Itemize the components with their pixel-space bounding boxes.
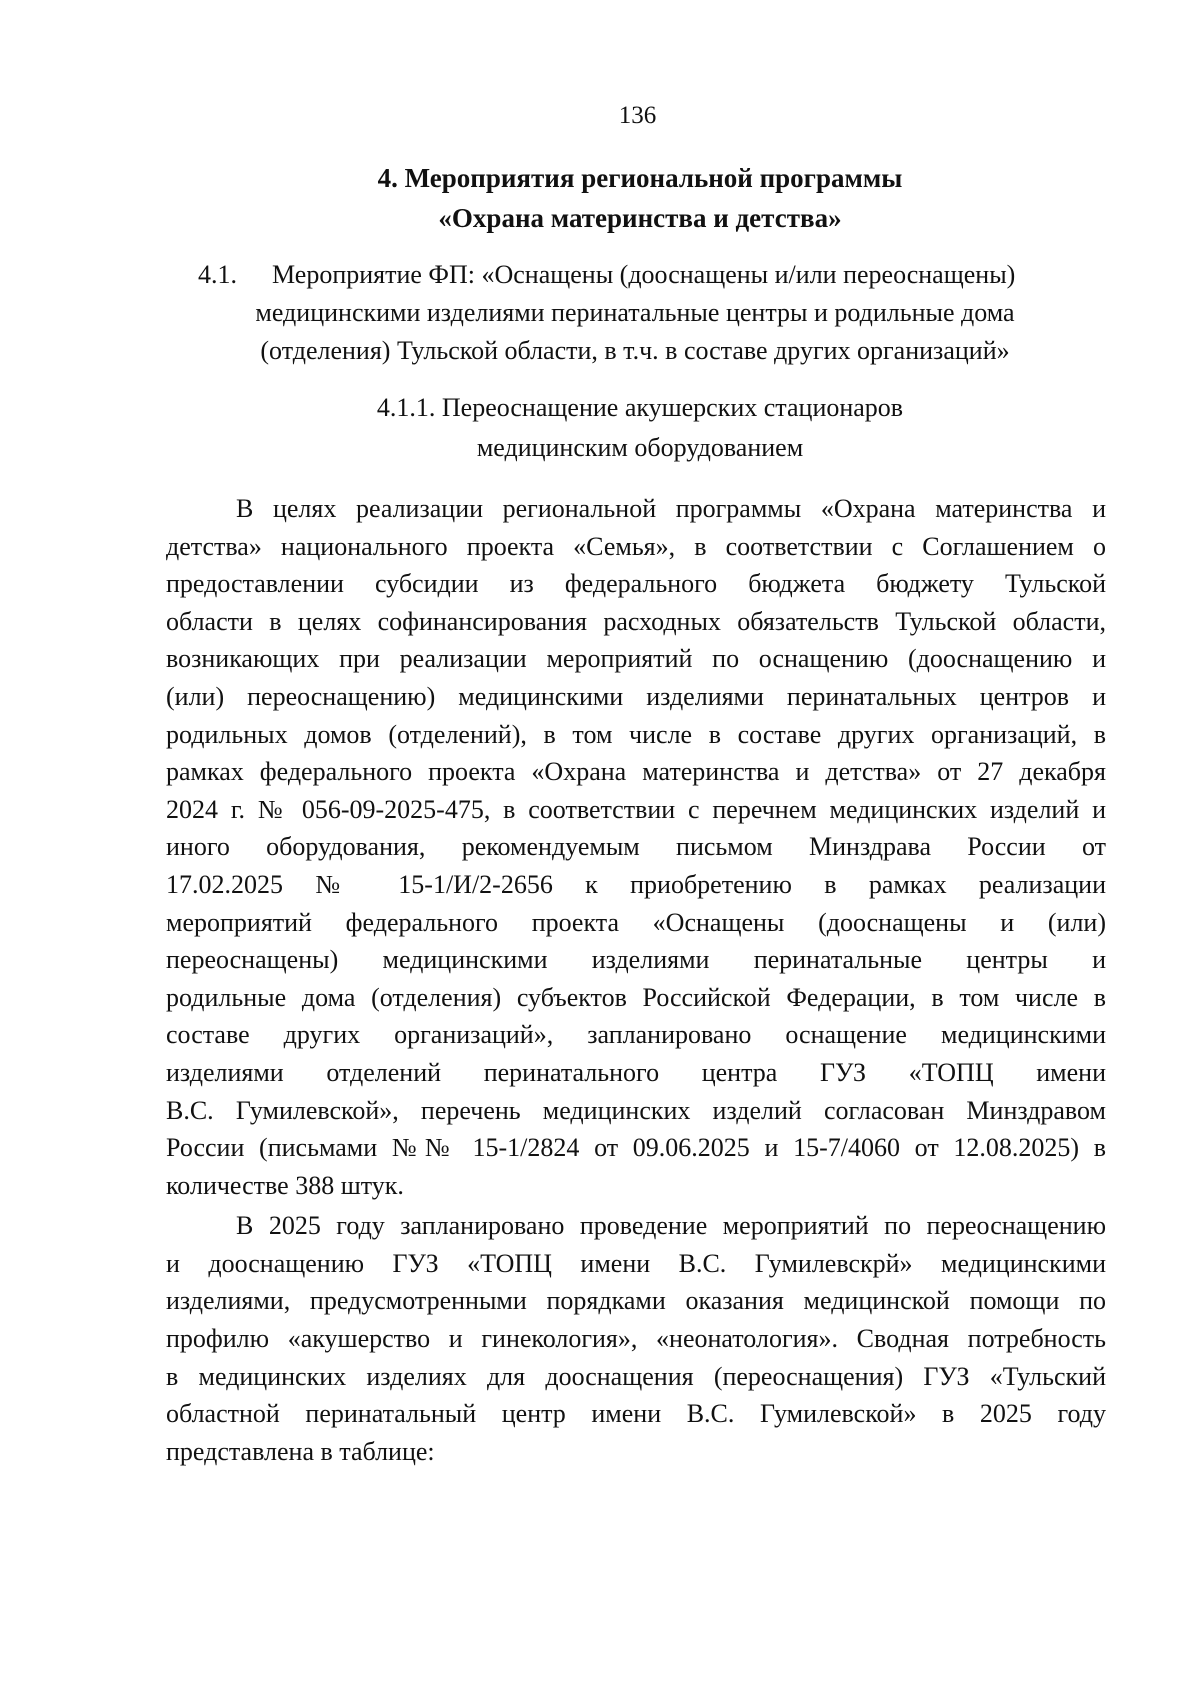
section-title-line: «Охрана материнства и детства»: [438, 203, 842, 233]
subsubsection-heading-line: медицинским оборудованием: [476, 433, 804, 462]
subsection-number: 4.1.: [198, 260, 237, 289]
paragraph-line: областной перинатальный центр имени В.С. Гумилевской» в 2025 году: [166, 1399, 1106, 1429]
section-title-line: 4. Мероприятия региональной программы: [377, 163, 903, 193]
paragraph-line: В.С. Гумилевской», перечень медицинских изделий согласован Минздравом: [166, 1095, 1106, 1125]
subsection-heading: [150, 256, 1120, 370]
paragraph-line: изделиями, предусмотренными порядками оказания медицинской помощи по: [166, 1286, 1106, 1316]
paragraph-line: переоснащены) медицинскими изделиями перинатальные центры и: [166, 945, 1106, 975]
paragraph-line: родильные дома (отделения) субъектов Российской Федерации, в том числе в: [166, 982, 1106, 1012]
subsection-heading-line: [150, 256, 1120, 294]
paragraph-line: мероприятий федерального проекта «Оснащены (дооснащены и (или): [166, 907, 1106, 937]
subsubsection-heading-line: 4.1.1. Переоснащение акушерских стационаров: [376, 393, 904, 422]
paragraph-line: представлена в таблице:: [166, 1436, 435, 1466]
subsection-heading-line: медицинскими изделиями перинатальные центры и родильные дома: [255, 298, 1015, 327]
paragraph-line: количестве 388 штук.: [166, 1170, 404, 1200]
paragraph-line: изделиями отделений перинатального центра ГУЗ «ТОПЦ имени: [166, 1057, 1106, 1087]
paragraph-line: России (письмами №№ 15-1/2824 от 09.06.2025 и 15-7/4060 от 12.08.2025) в: [166, 1133, 1106, 1163]
subsection-heading-line: (отделения) Тульской области, в т.ч. в составе других организаций»: [260, 336, 1010, 365]
paragraph-line: профилю «акушерство и гинекология», «неонатология». Сводная потребность: [166, 1324, 1106, 1354]
paragraph-line: составе других организаций», запланировано оснащение медицинскими: [166, 1020, 1106, 1050]
paragraph-line: 17.02.2025 № 15-1/И/2-2656 к приобретению в рамках реализации: [166, 869, 1106, 899]
body-text: [166, 490, 1106, 1470]
paragraph-line: 2024 г. № 056-09-2025-475, в соответствии с перечнем медицинских изделий и: [166, 794, 1106, 824]
paragraph-line: детства» национального проекта «Семья», в соответствии с Соглашением о: [166, 531, 1106, 561]
paragraph-line: В 2025 году запланировано проведение мероприятий по переоснащению: [236, 1211, 1106, 1241]
paragraph-line: рамках федерального проекта «Охрана материнства и детства» от 27 декабря: [166, 757, 1106, 787]
paragraph-line: иного оборудования, рекомендуемым письмом Минздрава России от: [166, 832, 1106, 862]
paragraph-line: в медицинских изделиях для дооснащения (переоснащения) ГУЗ «Тульский: [166, 1361, 1106, 1391]
paragraph: [166, 1207, 1106, 1470]
subsubsection-heading: [290, 388, 990, 468]
paragraph: [166, 490, 1106, 1204]
paragraph-line: В целях реализации региональной программы «Охрана материнства и: [236, 494, 1106, 523]
paragraph-line: (или) переоснащению) медицинскими изделиями перинатальных центров и: [166, 681, 1106, 711]
paragraph-line: родильных домов (отделений), в том числе в составе других организаций, в: [166, 719, 1106, 749]
paragraph-line: и дооснащению ГУЗ «ТОПЦ имени В.С. Гумилевскрй» медицинскими: [166, 1248, 1106, 1278]
paragraph-line: возникающих при реализации мероприятий по оснащению (дооснащению и: [166, 644, 1106, 674]
page-number: 136: [618, 102, 657, 129]
paragraph-line: области в целях софинансирования расходных обязательств Тульской области,: [166, 606, 1106, 636]
subsection-heading-text: Мероприятие ФП: «Оснащены (дооснащены и/или переоснащены): [272, 260, 1016, 289]
section-title: [270, 158, 1010, 238]
paragraph-line: предоставлении субсидии из федерального бюджета бюджету Тульской: [166, 569, 1106, 599]
